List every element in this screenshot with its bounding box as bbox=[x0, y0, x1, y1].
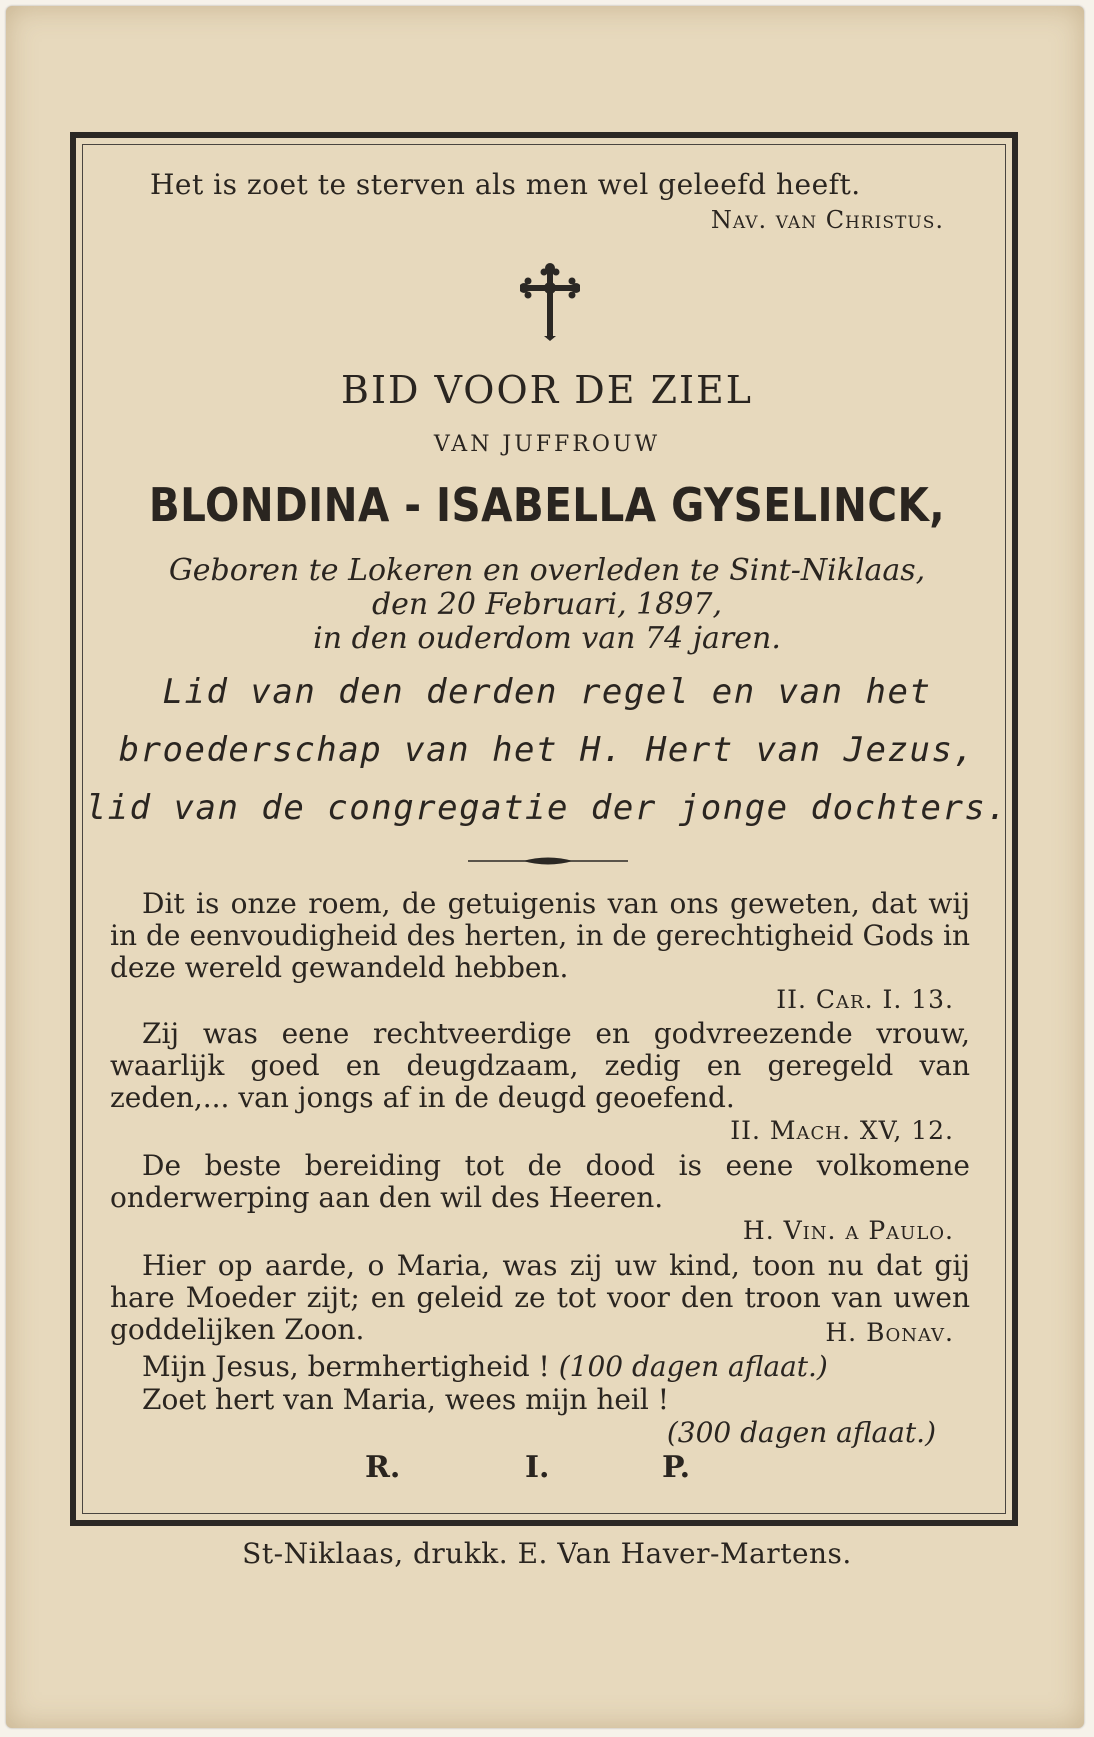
birth-line-2: den 20 Februari, 1897, bbox=[371, 587, 723, 622]
scripture-source-1: II. Car. I. 13. bbox=[776, 985, 954, 1014]
prayer-line-2: Zoet hert van Maria, wees mijn heil ! bbox=[142, 1383, 669, 1416]
membership-line-1: Lid van den derden regel en van het bbox=[162, 672, 932, 712]
birth-line-3: in den ouderdom van 74 jaren. bbox=[313, 621, 781, 656]
rip-i: I. bbox=[525, 1450, 550, 1485]
scripture-text-3: De beste bereiding tot de dood is eene volkomene onderwerping aan den wil des Heeren. bbox=[110, 1149, 970, 1214]
cross-fleury-icon bbox=[520, 262, 580, 342]
indulgence-2: (300 dagen aflaat.) bbox=[666, 1416, 936, 1449]
prayer-heading: BID VOOR DE ZIEL bbox=[341, 368, 753, 412]
title-van-juffrouw: VAN JUFFROUW bbox=[433, 432, 661, 457]
motto-source: Nav. van Christus. bbox=[710, 206, 944, 234]
scripture-text-4: Hier op aarde, o Maria, was zij uw kind, toon nu dat gij hare Moeder zijt; en geleid ze tot voor den troon van uwen goddelijken Zoon. bbox=[110, 1249, 970, 1346]
ornamental-divider bbox=[468, 854, 628, 868]
membership-line-2: broederschap van het H. Hert van Jezus, bbox=[118, 730, 976, 770]
indulgence-1: (100 dagen aflaat.) bbox=[558, 1350, 828, 1383]
scripture-source-4: H. Bonav. bbox=[825, 1318, 954, 1347]
scripture-text-2: Zij was eene rechtveerdige en godvreezende vrouw, waarlijk goed en deugdzaam, zedig en geregeld van zeden,... van jongs af in de deugd geoefend. bbox=[110, 1017, 970, 1114]
rip-p: P. bbox=[662, 1450, 691, 1485]
prayer-text-1: Mijn Jesus, bermhertigheid ! bbox=[142, 1350, 550, 1383]
membership-line-3: lid van de congregatie der jonge dochters. bbox=[85, 788, 1009, 828]
printer-imprint: St-Niklaas, drukk. E. Van Haver-Martens. bbox=[242, 1537, 852, 1570]
motto-text: Het is zoet te sterven als men wel geleefd heeft. bbox=[150, 168, 861, 201]
prayer-line-1 bbox=[142, 1350, 828, 1383]
rip-r: R. bbox=[365, 1450, 401, 1485]
deceased-name: BLONDINA - ISABELLA GYSELINCK, bbox=[148, 478, 946, 532]
birth-line-1: Geboren te Lokeren en overleden te Sint-Niklaas, bbox=[168, 553, 926, 588]
scripture-source-3: H. Vin. a Paulo. bbox=[742, 1216, 954, 1245]
scripture-source-2: II. Mach. XV, 12. bbox=[730, 1116, 954, 1145]
scripture-text-1: Dit is onze roem, de getuigenis van ons geweten, dat wij in de eenvoudigheid des herten, in de gerechtigheid Gods in deze wereld gewandeld hebben. bbox=[110, 887, 970, 984]
